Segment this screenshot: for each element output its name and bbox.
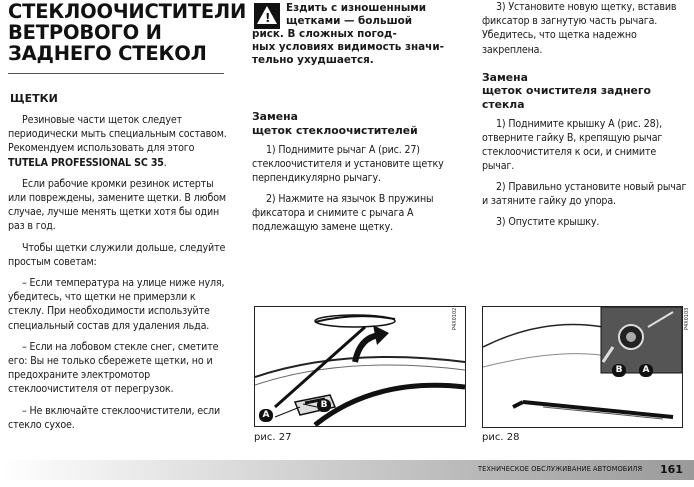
front-step-3: 3) Установите новую щетку, вставив фиксатор в загнутую часть рычага. Убедитесь, что щетка надежно закреплена. (482, 1, 677, 56)
footer-section-title: ТЕХНИЧЕСКОЕ ОБСЛУЖИВАНИЕ АВТОМОБИЛЯ (478, 465, 643, 473)
figure-28-caption: рис. 28 (482, 432, 520, 443)
warning-box (252, 0, 462, 88)
right-column (482, 0, 688, 229)
page-number: 161 (660, 463, 683, 476)
figure-27-code: P4X0102 (452, 307, 458, 330)
rear-step-1: 1) Поднимите крышку A (рис. 28), отверните гайку B, крепящую рычаг стеклоочистителя к оси, и снимите рычаг. (482, 118, 663, 173)
front-step-2: 2) Нажмите на язычок B пружины фиксатора и снимите с рычага A подлежащую замене щетку. (252, 193, 434, 233)
front-wiper-heading: Замена щеток стеклоочистителей (252, 110, 418, 137)
callout-a-fig28: A (639, 364, 653, 377)
figure-28-illustration (482, 306, 683, 428)
brush-care-text (8, 113, 230, 432)
warning-text: Ездить с изношенными щетками — большой риск. В сложных погод- ных условиях видимость значи- тельно ухудшается. (252, 2, 444, 66)
rear-wiper-heading: Замена щеток очистителя заднего стекла (482, 70, 651, 111)
figure-27-illustration (254, 306, 466, 427)
paragraph-cleaning: Резиновые части щеток следует периодически мыть специальным составом. Рекомендуем использовать для этого TUTELA PROFESSIONAL SC 35. (8, 114, 227, 169)
paragraph-tips-intro: Чтобы щетки служили дольше, следуйте простым советам: (8, 241, 226, 268)
figure-28-code: P4X0103 (684, 307, 690, 330)
rear-step-3: 3) Опустите крышку. (496, 216, 600, 229)
figure-27-caption: рис. 27 (254, 432, 292, 443)
callout-a-fig27: A (259, 409, 273, 422)
rear-wiper-steps (482, 117, 688, 229)
wiper-arm-illustration (255, 307, 465, 426)
title-line-1: СТЕКЛООЧИСТИТЕЛИ (8, 0, 247, 23)
page-title (8, 0, 247, 65)
section-heading-brushes: ЩЕТКИ (10, 92, 58, 105)
tip-snow: – Если на лобовом стекле снег, сметите его: Вы не только сбережете щетки, но и предохраните электромотор стеклоочистителя от перегрузок. (8, 340, 219, 396)
title-divider (8, 73, 224, 74)
rear-step-2: 2) Правильно установите новый рычаг и затяните гайку до упора. (482, 181, 687, 208)
title-line-2: ВЕТРОВОГО И (8, 21, 162, 44)
title-line-3: ЗАДНЕГО СТЕКОЛ (8, 42, 207, 65)
callout-b-fig27: B (317, 399, 331, 412)
left-column (8, 0, 247, 432)
tip-dry-glass: – Не включайте стеклоочистители, если стекло сухое. (8, 404, 221, 431)
callout-b-fig28: B (612, 364, 626, 377)
tip-frost: – Если температура на улице ниже нуля, убедитесь, что щетки не примерзли к стеклу. При необходимости используйте специальный состав для удаления льда. (8, 277, 225, 332)
paragraph-replace: Если рабочие кромки резинок истерты или повреждены, замените щетки. В любом случае, лучше менять щетки хотя бы один раз в год. (8, 177, 226, 233)
warning-icon: ! (254, 3, 280, 29)
product-name: TUTELA PROFESSIONAL SC 35 (8, 156, 164, 169)
middle-column (252, 0, 462, 234)
front-wiper-steps (252, 143, 462, 234)
front-step-1: 1) Поднимите рычаг A (рис. 27) стеклоочистителя и установите щетку перпендикулярно рычагу. (252, 144, 444, 184)
